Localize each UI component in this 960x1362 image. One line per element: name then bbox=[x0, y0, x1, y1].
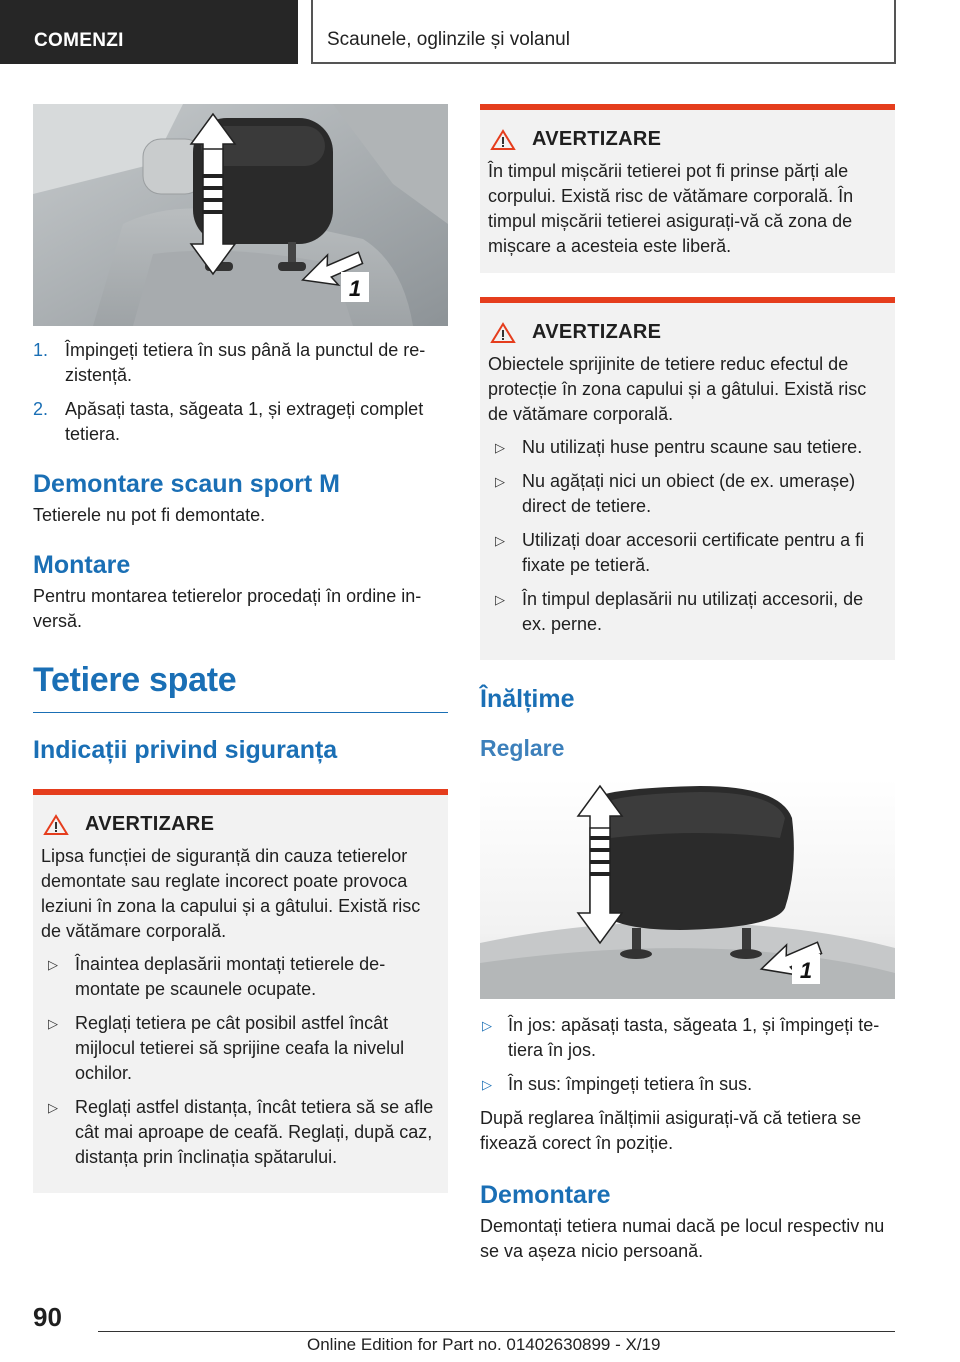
list-item: ▷ Utilizați doar accesorii certificate pentru a fi fixate pe tetieră. bbox=[495, 530, 865, 575]
warning-box-objects bbox=[480, 297, 895, 660]
list-item: ▷ În sus: împingeți tetiera în sus. bbox=[480, 1072, 895, 1097]
heading-height: Înălțime bbox=[480, 685, 575, 713]
list-item: ▷ Reglați tetiera pe cât posibil astfel încât mijlocul tetierei să sprijine ceafa la nivelul ochilor. bbox=[48, 1013, 405, 1083]
triangle-bullet-icon: ▷ bbox=[495, 592, 505, 607]
list-item: ▷ Înaintea deplasării montați tetierele de‐montate pe scaunele ocupate. bbox=[48, 954, 386, 999]
image-callout-1: 1 bbox=[348, 276, 362, 301]
section-tab: COMENZI bbox=[0, 0, 298, 64]
heading-demontare: Demontare bbox=[480, 1181, 611, 1209]
warning-text: Obiectele sprijinite de tetiere reduc efectul de protecție în zona capului și a gâtului. Există risc de vătămare corporală. bbox=[488, 354, 867, 424]
triangle-bullet-icon: ▷ bbox=[48, 1016, 58, 1031]
left-column bbox=[33, 104, 448, 1193]
chapter-tab: Scaunele, oglinzile și volanul bbox=[311, 0, 896, 64]
paragraph-sport-seat: Tetierele nu pot fi demontate. bbox=[33, 505, 266, 525]
headrest-adjust-photo bbox=[480, 778, 895, 999]
triangle-bullet-icon: ▷ bbox=[495, 440, 505, 455]
triangle-bullet-icon: ▷ bbox=[495, 474, 505, 489]
image-callout-1: 1 bbox=[799, 958, 813, 983]
heading-sport-seat: Demontare scaun sport M bbox=[33, 470, 341, 498]
triangle-bullet-icon: ▷ bbox=[48, 957, 58, 972]
paragraph-montare: Pentru montarea tetierelor procedați în ordine in‐versă. bbox=[33, 586, 422, 631]
warning-triangle-icon bbox=[490, 322, 516, 344]
warning-triangle-icon bbox=[490, 129, 516, 151]
list-item: 1. Împingeți tetiera în sus până la punctul de re‐zistență. bbox=[33, 340, 426, 385]
paragraph-adjust: După reglarea înălțimii asigurați-vă că tetiera se fixează corect în poziție. bbox=[480, 1108, 862, 1153]
right-column bbox=[480, 104, 895, 1264]
adjust-bullets bbox=[480, 1013, 895, 1097]
headrest-rear-illustration bbox=[480, 778, 895, 999]
heading-divider bbox=[33, 712, 448, 713]
triangle-bullet-icon: ▷ bbox=[482, 1018, 492, 1033]
list-item: ▷ Reglați astfel distanța, încât tetiera să se afle cât mai aproape de ceafă. Reglați, după caz, distanța prin înclinația spătarului. bbox=[48, 1097, 434, 1167]
headrest-front-seat-illustration bbox=[33, 104, 448, 326]
warning-box-safety bbox=[33, 789, 448, 1193]
warning-title: AVERTIZARE bbox=[488, 128, 887, 151]
list-item: ▷ Nu agățați nici un obiect (de ex. umerașe) direct de tetiere. bbox=[495, 471, 856, 516]
warning-title: AVERTIZARE bbox=[41, 813, 440, 836]
heading-rear-headrests: Tetiere spate bbox=[33, 661, 237, 699]
warning-text: Lipsa funcției de siguranță din cauza tetierelor demontate sau reglate incorect poate provoca leziuni în zona la capului și a gâtului. Există risc de vătămare corporală. bbox=[41, 846, 421, 941]
heading-montare: Montare bbox=[33, 551, 131, 579]
heading-safety-notes: Indicații privind siguranța bbox=[33, 736, 338, 764]
warning-bullets bbox=[41, 952, 440, 1170]
footer-edition: Online Edition for Part no. 01402630899 - X/19 bbox=[307, 1335, 661, 1354]
headrest-removal-photo bbox=[33, 104, 448, 326]
heading-adjust: Reglare bbox=[480, 735, 565, 761]
triangle-bullet-icon: ▷ bbox=[482, 1077, 492, 1092]
triangle-bullet-icon: ▷ bbox=[495, 533, 505, 548]
warning-box-movement bbox=[480, 104, 895, 273]
list-item: ▷ În jos: apăsați tasta, săgeata 1, și împingeți te‐tiera în jos. bbox=[482, 1015, 880, 1060]
page-header bbox=[0, 0, 960, 66]
page-number: 90 bbox=[33, 1302, 62, 1332]
removal-steps bbox=[33, 338, 448, 447]
warning-text: În timpul mișcării tetierei pot fi prinse părți ale corpului. Există risc de vătămare corporală. În timpul mișcării tetierei asigurați-vă că zona de mișcare a acesteia este liberă. bbox=[488, 161, 854, 256]
footer-divider bbox=[98, 1331, 895, 1332]
list-item: ▷ În timpul deplasării nu utilizați accesorii, de ex. perne. bbox=[495, 589, 864, 634]
warning-bullets bbox=[488, 435, 887, 637]
warning-title: AVERTIZARE bbox=[488, 321, 887, 344]
triangle-bullet-icon: ▷ bbox=[48, 1100, 58, 1115]
list-item: 2. Apăsați tasta, săgeata 1, și extrageți complet tetiera. bbox=[33, 399, 424, 444]
list-item: ▷ Nu utilizați huse pentru scaune sau tetiere. bbox=[488, 435, 887, 460]
paragraph-demontare: Demontați tetiera numai dacă pe locul respectiv nu se va așeza nicio persoană. bbox=[480, 1216, 885, 1261]
warning-triangle-icon bbox=[43, 814, 69, 836]
